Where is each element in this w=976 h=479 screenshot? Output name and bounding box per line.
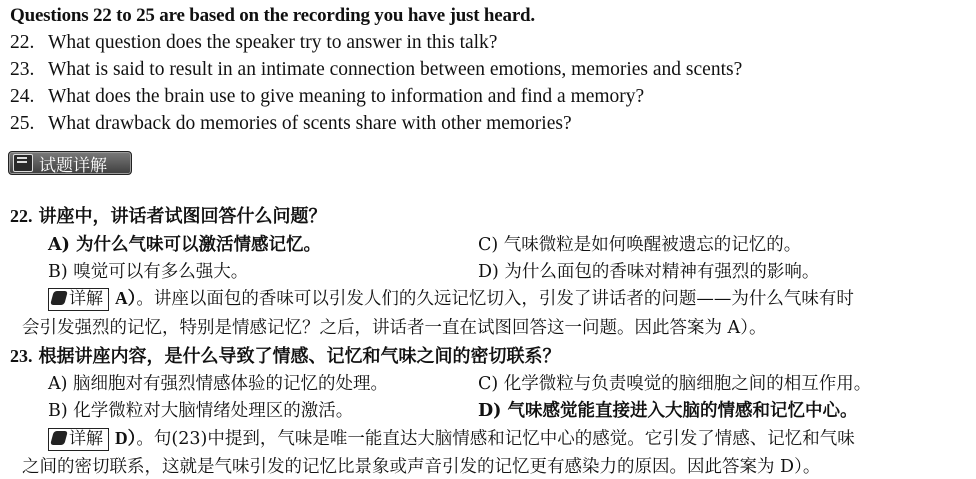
question-number: 24. — [10, 86, 35, 107]
q23-option-b: B) 化学微粒对大脑情绪处理区的激活。 — [48, 401, 354, 421]
list-icon — [13, 154, 33, 172]
question-text: What question does the speaker try to answer in this talk? — [48, 32, 498, 53]
question-number: 23. — [10, 59, 35, 80]
q23-answer: D） — [115, 428, 137, 448]
question-text: What drawback do memories of scents share with other memories? — [48, 113, 572, 134]
q23-option-d: D) 气味感觉能直接进入大脑的情感和记忆中心。 — [478, 401, 858, 421]
detail-tag-label: 详解 — [69, 289, 103, 309]
q23-option-c: C) 化学微粒与负责嗅觉的脑细胞之间的相互作用。 — [478, 374, 872, 394]
q23-explanation-text: 。句(23)中提到，气味是唯一能直达大脑情感和记忆中心的感觉。它引发了情感、记忆和气味 — [136, 429, 855, 449]
q22-stem — [10, 202, 327, 228]
q23-option-a: A) 脑细胞对有强烈情感体验的记忆的处理。 — [48, 374, 389, 394]
q22-option-b: B) 嗅觉可以有多么强大。 — [48, 262, 249, 282]
q22-option-d: D) 为什么面包的香味对精神有强烈的影响。 — [478, 262, 820, 282]
question-22 — [10, 32, 497, 54]
question-25 — [10, 113, 572, 135]
q23-explanation-line2: 之间的密切联系，这就是气味引发的记忆比景象或声音引发的记忆更有感染力的原因。因此答案为 D）。 — [22, 457, 821, 477]
detail-tag — [48, 428, 109, 451]
question-number: 22. — [10, 32, 35, 53]
badge-label: 试题详解 — [39, 155, 107, 176]
q23-stem-text: 根据讲座内容，是什么导致了情感、记忆和气味之间的密切联系？ — [38, 346, 561, 367]
q22-option-c: C) 气味微粒是如何唤醒被遗忘的记忆的。 — [478, 235, 802, 255]
pen-icon — [50, 291, 68, 305]
explanation-section-badge — [8, 151, 132, 175]
q22-answer: A） — [115, 288, 137, 308]
q22-explanation-line1 — [48, 285, 854, 311]
q22-stem-text: 讲座中，讲话者试图回答什么问题？ — [38, 206, 327, 227]
q23-explanation-line1 — [48, 425, 855, 451]
question-text: What is said to result in an intimate connection between emotions, memories and scents? — [48, 59, 743, 80]
q23-number: 23. — [10, 346, 33, 366]
q22-explanation-line2: 会引发强烈的记忆，特别是情感记忆？之后，讲话者一直在试图回答这一问题。因此答案为 A）。 — [22, 318, 767, 338]
q22-option-a: A) 为什么气味可以激活情感记忆。 — [48, 235, 321, 255]
section-heading: Questions 22 to 25 are based on the recording you have just heard. — [10, 5, 535, 26]
q23-stem — [10, 342, 561, 368]
question-23 — [10, 59, 742, 81]
question-24 — [10, 86, 644, 108]
question-text: What does the brain use to give meaning to information and find a memory? — [48, 86, 645, 107]
q22-number: 22. — [10, 206, 33, 226]
q22-explanation-text: 。讲座以面包的香味可以引发人们的久远记忆切入，引发了讲话者的问题——为什么气味有时 — [136, 289, 854, 309]
question-number: 25. — [10, 113, 35, 134]
detail-tag — [48, 288, 109, 311]
detail-tag-label: 详解 — [69, 429, 103, 449]
pen-icon — [50, 431, 68, 445]
